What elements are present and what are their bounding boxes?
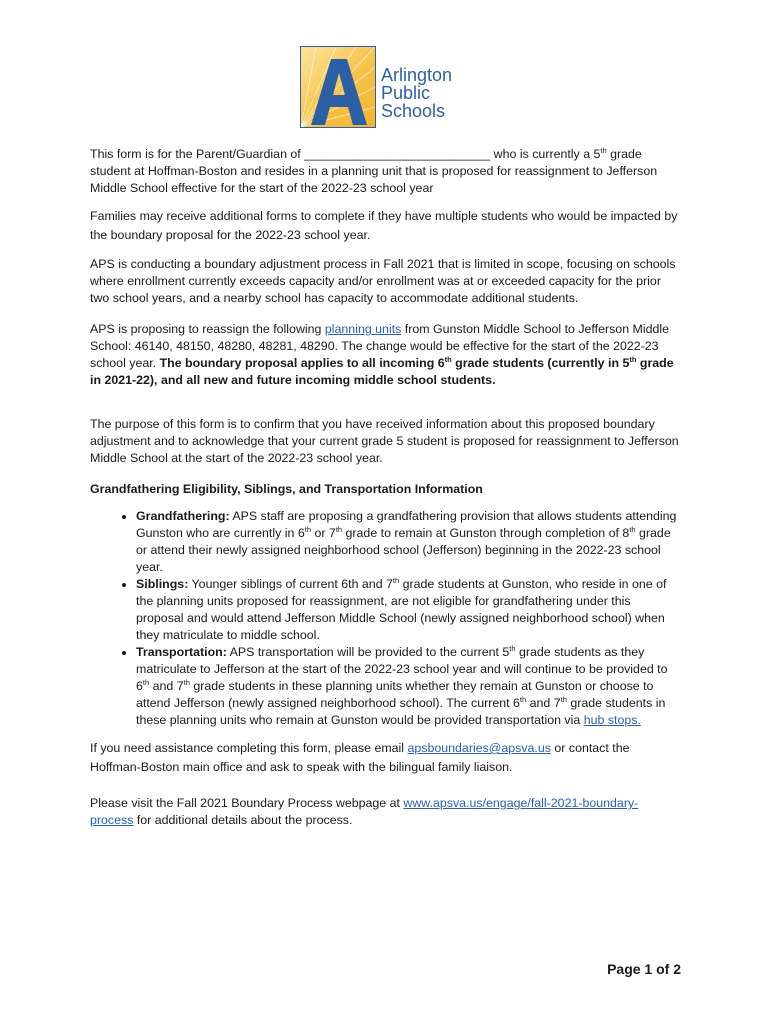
logo-line-2: Public [381, 83, 431, 103]
aps-logo-wordmark [381, 66, 452, 120]
aps-logo [300, 46, 480, 128]
page-number: Page 1 of 2 [607, 961, 681, 977]
bullet-grandfathering: • Grandfathering: APS staff are proposing a grandfathering provision that allows students attending Gunston who are currently in 6th or 7th grade to remain at Gunston through completion of 8th grade or attend their newly assigned neighborhood school (Jefferson) beginning in the 2022-23 school year. [136, 508, 680, 576]
families-paragraph: Families may receive additional forms to complete if they have multiple students who would be impacted by the boundary proposal for the 2022-23 school year. [90, 209, 678, 242]
bullet-transportation: • Transportation: APS transportation will be provided to the current 5th grade students as they matriculate to Jefferson at the start of the 2022-23 school year and will continue to be provided to 6th and 7th grade students in these planning units whether they remain at Gunston or choose to attend Jefferson (newly assigned neighborhood school). The current 6th and 7th grade students in these planning units who remain at Gunston would be provided transportation via hub stops. [136, 644, 680, 729]
hub-stops-link[interactable]: hub stops. [583, 713, 641, 727]
info-bullet-list [90, 508, 680, 729]
sunburst-a-icon [301, 47, 375, 127]
logo-line-3: Schools [381, 101, 446, 121]
email-link[interactable]: apsboundaries@apsva.us [407, 741, 551, 755]
aps-logo-mark [300, 46, 376, 128]
process-paragraph: APS is conducting a boundary adjustment process in Fall 2021 that is limited in scope, focusing on schools where enrollment currently exceeds capacity and/or enrollment was at or exceeded capacity for the prior two school years, and a nearby school has capacity to accommodate additional students. [90, 257, 676, 305]
proposal-paragraph: APS is proposing to reassign the following planning units from Gunston Middle School to Jefferson Middle School: 46140, 48150, 48280, 48281, 48290. The change would be effective for the start of the 2022-23 school year. The boundary proposal applies to all incoming 6th grade students (currently in 5th grade in 2021-22), and all new and future incoming middle school students. [90, 322, 674, 387]
intro-paragraph: This form is for the Parent/Guardian of ___________________________ who is currently a 5th grade student at Hoffman-Boston and resides in a planning unit that is proposed for reassignment to Jefferson Middle School effective for the start of the 2022-23 school year [90, 146, 658, 195]
section-heading: Grandfathering Eligibility, Siblings, and Transportation Information [90, 482, 483, 496]
visit-paragraph: Please visit the Fall 2021 Boundary Process webpage at www.apsva.us/engage/fall-2021-boundary-process for additional details about the process. [90, 796, 639, 827]
bullet-siblings: • Siblings: Younger siblings of current 6th and 7th grade students at Gunston, who reside in one of the planning units proposed for reassignment, are not eligible for grandfathering under this proposal and would attend Jefferson Middle School (newly assigned neighborhood school) when they matriculate to middle school. [136, 576, 680, 644]
logo-line-1: Arlington [381, 65, 453, 85]
purpose-paragraph: The purpose of this form is to confirm that you have received information about this proposed boundary adjustment and to acknowledge that your current grade 5 student is proposed for reassignment to Jefferson Middle School at the start of the 2022-23 school year. [90, 417, 679, 465]
assistance-paragraph: If you need assistance completing this form, please email apsboundaries@apsva.us or contact the Hoffman-Boston main office and ask to speak with the bilingual family liaison. [90, 741, 630, 774]
planning-units-link[interactable]: planning units [324, 322, 402, 336]
letter-body [90, 146, 680, 829]
boundary-process-link[interactable]: www.apsva.us/engage/fall-2021-boundary-process [90, 796, 639, 827]
